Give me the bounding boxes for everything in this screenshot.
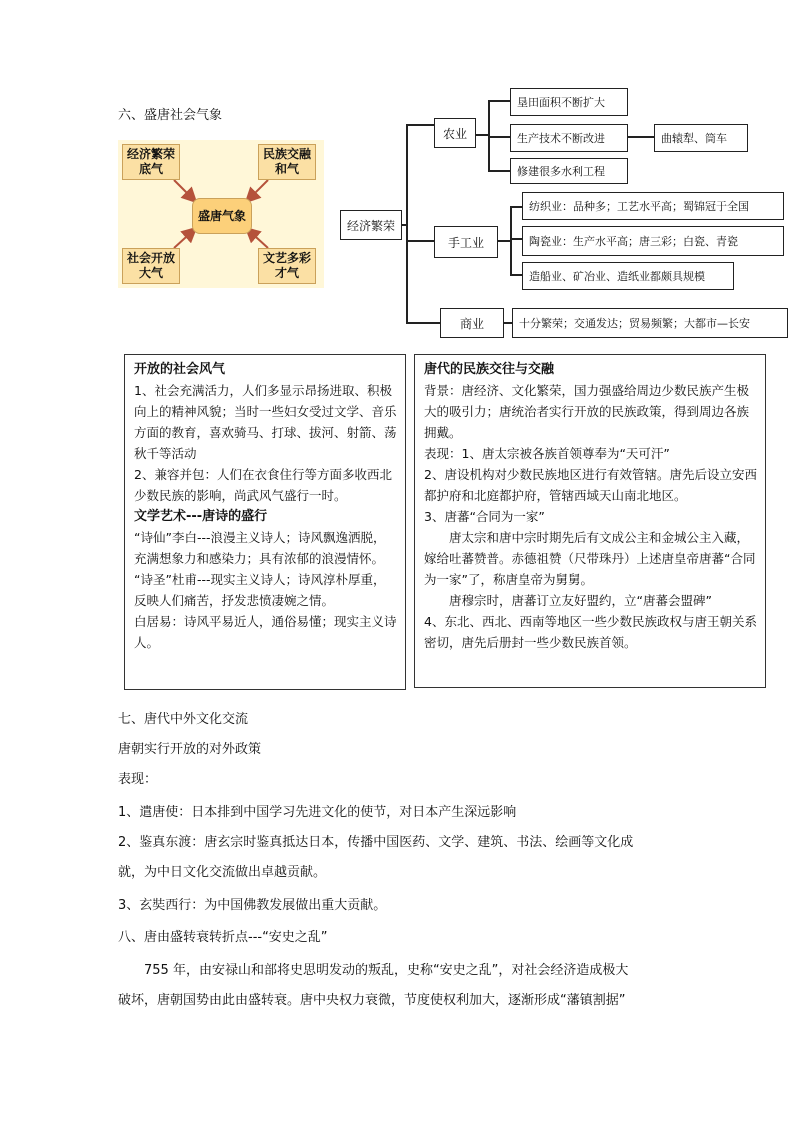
section-eight-line-2: 破坏，唐朝国势由此由盛转衰。唐中央权力衰微，节度使权利加大，逐渐形成“藩镇割据” <box>118 993 626 1008</box>
agri-item-2: 生产技术不断改进 <box>510 124 628 152</box>
craft-item-1: 纺织业：品种多；工艺水平高；蜀锦冠于全国 <box>522 192 784 220</box>
box-right-title: 唐代的民族交往与交融 <box>424 362 555 377</box>
box-right-p7: 4、东北、西北、西南等地区一些少数民族政权与唐王朝关系密切，唐先后册封一些少数民族首领。 <box>424 614 757 650</box>
prosperity-diagram <box>118 140 324 288</box>
tree-commerce: 商业 <box>440 308 504 338</box>
box-right-p1: 背景：唐经济、文化繁荣，国力强盛给周边少数民族产生极大的吸引力；唐统治者实行开放的民族政策，得到周边各族拥戴。 <box>424 383 750 440</box>
ethnic-relations-box <box>414 354 766 688</box>
section-seven-biaoxian: 表现： <box>118 772 158 787</box>
economy-tree <box>338 84 788 340</box>
section-eight-title: 八、唐由盛转衰转折点---“安史之乱” <box>118 930 328 945</box>
arrow-top-left <box>174 180 196 202</box>
box-left-p1: 1、社会充满活力，人们多显示昂扬进取、积极向上的精神风貌；当时一些妇女受过文学、音乐方面的教育，喜欢骑马、打球、拔河、射箭、荡秋千等活动 <box>134 383 397 461</box>
arrow-top-right <box>246 180 268 202</box>
section-seven-item-3: 3、玄奘西行：为中国佛教发展做出重大贡献。 <box>118 898 387 913</box>
box-left-title: 开放的社会风气 <box>134 362 226 377</box>
social-atmosphere-box <box>124 354 406 690</box>
box-left-p5: 白居易：诗风平易近人，通俗易懂；现实主义诗人。 <box>134 614 397 650</box>
box-left-subtitle: 文学艺术---唐诗的盛行 <box>134 509 268 524</box>
box-left-p2: 2、兼容并包：人们在衣食住行等方面多收西北少数民族的影响，尚武风气盛行一时。 <box>134 467 392 503</box>
tree-root: 经济繁荣 <box>340 210 402 240</box>
box-society: 社会开放 大气 <box>122 248 180 284</box>
section-seven-item-1: 1、遣唐使：日本排到中国学习先进文化的使节，对日本产生深远影响 <box>118 805 517 820</box>
box-right-p5: 唐太宗和唐中宗时期先后有文成公主和金城公主入藏，嫁给吐蕃赞普。赤德祖赞（尺带珠丹）上述唐皇帝唐蕃“合同为一家”了，称唐皇帝为舅舅。 <box>424 530 756 587</box>
box-right-p4: 3、唐蕃“合同为一家” <box>424 509 545 524</box>
section-six-title: 六、盛唐社会气象 <box>118 108 223 123</box>
box-left-p3: “诗仙”李白---浪漫主义诗人；诗风飘逸洒脱，充满想象力和感染力；具有浓郁的浪漫情怀。 <box>134 530 386 566</box>
tree-handicraft: 手工业 <box>434 226 498 258</box>
box-left-p4: “诗圣”杜甫---现实主义诗人；诗风淳朴厚重，反映人们痛苦，抒发悲愤凄婉之情。 <box>134 572 386 608</box>
center-box: 盛唐气象 <box>192 198 252 234</box>
craft-item-3: 造船业、矿冶业、造纸业都颇具规模 <box>522 262 734 290</box>
section-seven-item-2a: 2、鉴真东渡：唐玄宗时鉴真抵达日本，传播中国医药、文学、建筑、书法、绘画等文化成 <box>118 835 634 850</box>
box-right-p2: 表现：1、唐太宗被各族首领尊奉为“天可汗” <box>424 446 670 461</box>
box-right-p3: 2、唐设机构对少数民族地区进行有效管辖。唐先后设立安西都护府和北庭都护府，管辖西域天山南北地区。 <box>424 467 757 503</box>
section-seven-policy: 唐朝实行开放的对外政策 <box>118 742 262 757</box>
agri-item-3: 修建很多水利工程 <box>510 158 628 184</box>
box-right-p6: 唐穆宗时，唐蕃订立友好盟约，立“唐蕃会盟碑” <box>449 593 712 608</box>
box-economy: 经济繁荣 底气 <box>122 144 180 180</box>
arrow-bottom-left <box>174 228 196 248</box>
craft-item-2: 陶瓷业：生产水平高；唐三彩；白瓷、青瓷 <box>522 226 784 256</box>
section-seven-title: 七、唐代中外文化交流 <box>118 712 249 727</box>
commerce-item: 十分繁荣；交通发达；贸易频繁；大都市—长安 <box>512 308 788 338</box>
agri-item-1: 垦田面积不断扩大 <box>510 88 628 116</box>
section-eight-line-1: 755 年，由安禄山和部将史思明发动的叛乱，史称“安史之乱”，对社会经济造成极大 <box>144 963 629 978</box>
box-arts: 文艺多彩 才气 <box>258 248 316 284</box>
agri-tools: 曲辕犁、筒车 <box>654 124 748 152</box>
tree-agriculture: 农业 <box>434 118 476 148</box>
box-ethnic: 民族交融 和气 <box>258 144 316 180</box>
section-seven-item-2b: 就，为中日文化交流做出卓越贡献。 <box>118 865 327 880</box>
